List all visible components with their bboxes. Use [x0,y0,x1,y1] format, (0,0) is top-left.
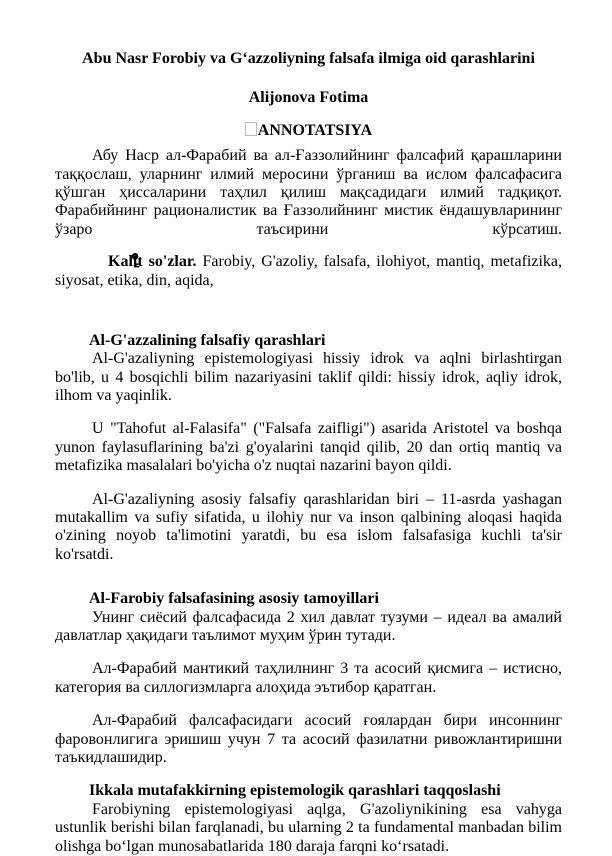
missing-glyph-box-icon [245,122,257,136]
paragraph: Ал-Фарабий мантикий таҳлилнинг 3 та асосий қисмига – истисно, категория ва силлогизмларга алоҳида эътибор қаратган. [55,660,562,696]
keywords-line [55,253,562,290]
key-icon [92,253,104,268]
paragraph: Farobiyning epistemologiyasi aqlga, G'azoliynikining esa vahyga ustunlik berishi bilan farqlanadi, bu ularning 2 ta fundamental manbadan bilim olishga bo‘lgan munosabatlarida 180 daraja farqni ko‘rsatadi. [55,800,562,855]
keywords-text: Farobiy, G'azoliy, falsafa, ilohiyot, mantiq, metafizika, siyosat, etika, din, aqida, [55,253,562,289]
paragraph: Al-G'azaliyning asosiy falsafiy qarashlaridan biri – 11-asrda yashagan mutakallim va sufiy sifatida, u ilohiy nur va inson qalbining aloqasi haqida o'zining noyob ta'limotini yaratdi, bu esa islom falsafasiga kuchli ta'sir ko'rsatdi. [55,490,562,563]
section-heading: Al-G'azzalining falsafiy qarashlari [89,331,326,349]
author-name: Alijonova Fotima [248,89,369,107]
annotation-heading-text: ANNOTATSIYA [257,121,373,139]
annotation-paragraph: Абу Наср ал-Фарабий ва ал-Ғаззолийнинг фалсафий қарашларини таққослаш, уларнинг илмий меросини ўрганиш ва ислом фалсафасига қўшган ҳиссаларини таҳлил қилиш мақсадидаги илмий тадқиқот. Фарабийнинг рационалистик ва Ғаззолийнинг мистик ёндашувларининг ўзаро таъсирини кўрсатиш. [55,147,562,238]
section-al-gazzali [55,332,562,564]
document-page [55,50,562,856]
section-al-farobiy [55,590,562,767]
section-heading: Al-Farobiy falsafasining asosiy tamoyillari [89,590,379,608]
paragraph: U "Tahofut al-Falasifa" ("Falsafa zaifligi") asarida Aristotel va boshqa yunon faylasuflarining ba'zi g'oyalarini tanqid qilib, 20 dan ortiq mantiq va metafizika masalalari bo'yicha o'z nuqtai nazarini bayon qildi. [55,420,562,475]
paragraph: Al-G'azaliyning epistemologiyasi hissiy idrok va aqlni birlashtirgan bo'lib, u 4 bosqichli bilim nazariyasini taklif qildi: hissiy idrok, aqliy idrok, ilhom va yaqinlik. [55,350,562,405]
keywords-label: Kalit so'zlar. [108,253,197,271]
document-title: Abu Nasr Forobiy va G‘azzoliyning falsafa ilmiga oid qarashlarini [82,50,535,67]
annotation-heading [55,122,562,140]
section-heading: Ikkala mutafakkirning epistemologik qarashlari taqqoslashi [89,782,501,800]
paragraph: Унинг сиёсий фалсафасида 2 хил давлат тузуми – идеал ва амалий давлатлар ҳақидаги таълимот муҳим ўрин тутади. [55,608,562,644]
paragraph: Ал-Фарабий фалсафасидаги асосий ғоялардан бири инсоннинг фаровонлигига эришиш учун 7 та асосий фазилатни ривожлантиришни таъкидлашидир. [55,712,562,766]
section-comparison [55,782,562,856]
